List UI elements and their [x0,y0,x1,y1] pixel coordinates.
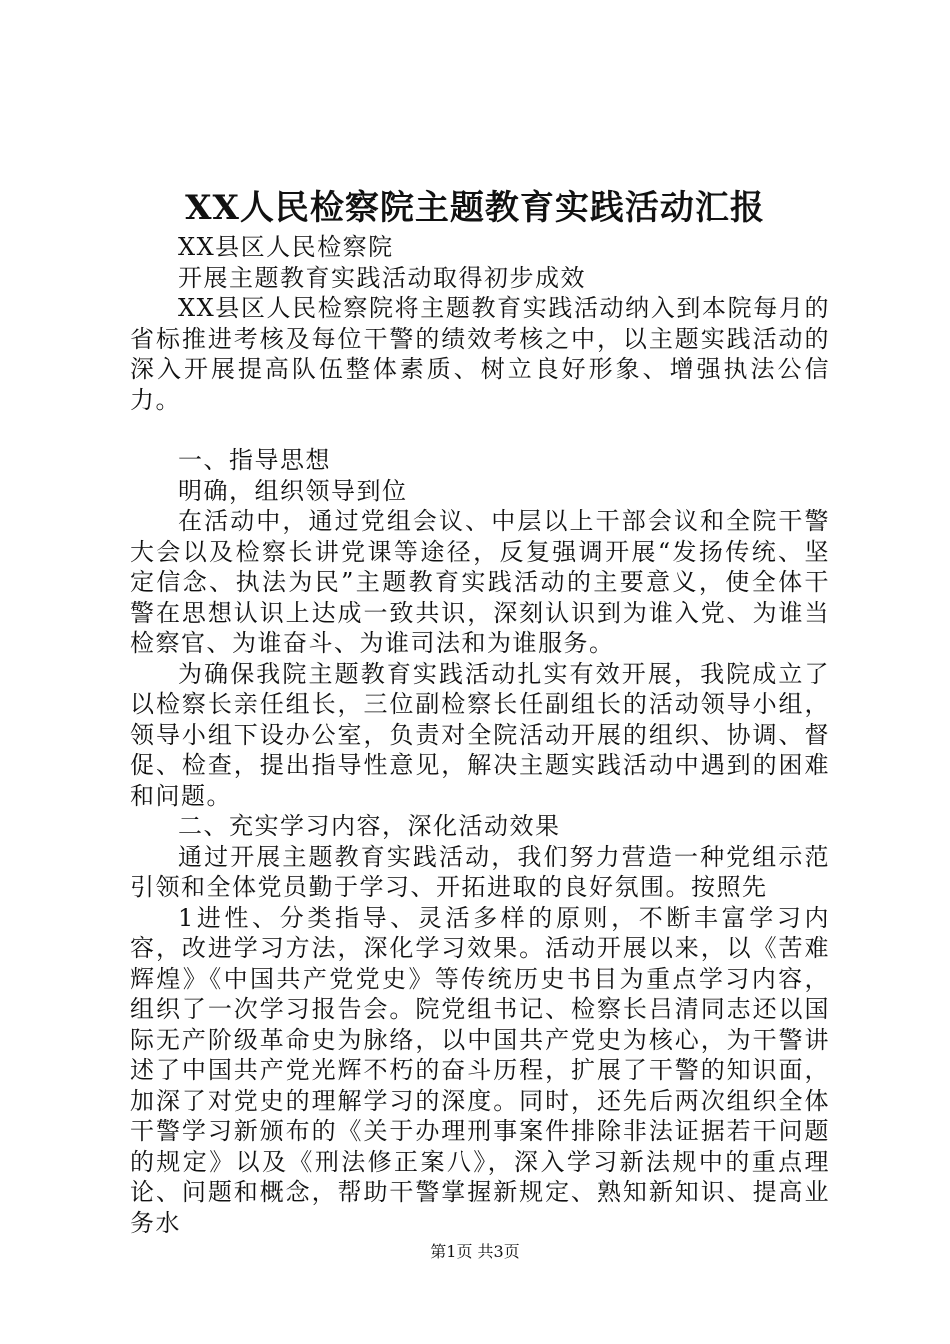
document-title: XX人民检察院主题教育实践活动汇报 [185,188,765,228]
section-heading: 二、充实学习内容，深化活动效果 [178,812,561,840]
paragraph: 开展主题教育实践活动取得初步成效 [178,263,586,292]
paragraph: 在活动中，通过党组会议、中层以上干部会议和全院干警大会以及检察长讲党课等途径，反复强调开展“发扬传统、坚定信念、执法为民”主题教育实践活动的主要意义，使全体干警在思想认识上达成一致共识，深刻认识到为谁入党、为谁当检察官、为谁奋斗、为谁司法和为谁服务。 [130,507,830,657]
paragraph: 1进性、分类指导、灵活多样的原则，不断丰富学习内容，改进学习方法，深化学习效果。活动开展以来，以《苦难辉煌》《中国共产党党史》等传统历史书目为重点学习内容，组织了一次学习报告会。院党组书记、检察长吕清同志还以国际无产阶级革命史为脉络，以中国共产党史为核心，为干警讲述了中国共产党光辉不朽的奋斗历程，扩展了干警的知识面，加深了对党史的理解学习的深度。同时，还先后两次组织全体干警学习新颁布的《关于办理刑事案件排除非法证据若干问题的规定》以及《刑法修正案八》，深入学习新法规中的重点理论、问题和概念，帮助干警掌握新规定、熟知新知识、提高业务水 [130,903,830,1237]
paragraph: XX县区人民检察院将主题教育实践活动纳入到本院每月的省标推进考核及每位干警的绩效考核之中，以主题实践活动的深入开展提高队伍整体素质、树立良好形象、增强执法公信力。 [130,294,830,414]
paragraph: 通过开展主题教育实践活动，我们努力营造一种党组示范引领和全体党员勤于学习、开拓进取的良好氛围。按照先 [130,842,830,901]
paragraph: 明确，组织领导到位 [178,476,408,505]
paragraph: 为确保我院主题教育实践活动扎实有效开展，我院成立了以检察长亲任组长，三位副检察长任副组长的活动领导小组，领导小组下设办公室，负责对全院活动开展的组织、协调、督促、检查，提出指导性意见，解决主题实践活动中遇到的困难和问题。 [130,659,830,810]
paragraph: XX县区人民检察院 [178,233,394,261]
page-footer: 第1页 共3页 [430,1242,520,1261]
section-heading: 一、指导思想 [178,446,331,474]
document-body [130,232,830,1238]
